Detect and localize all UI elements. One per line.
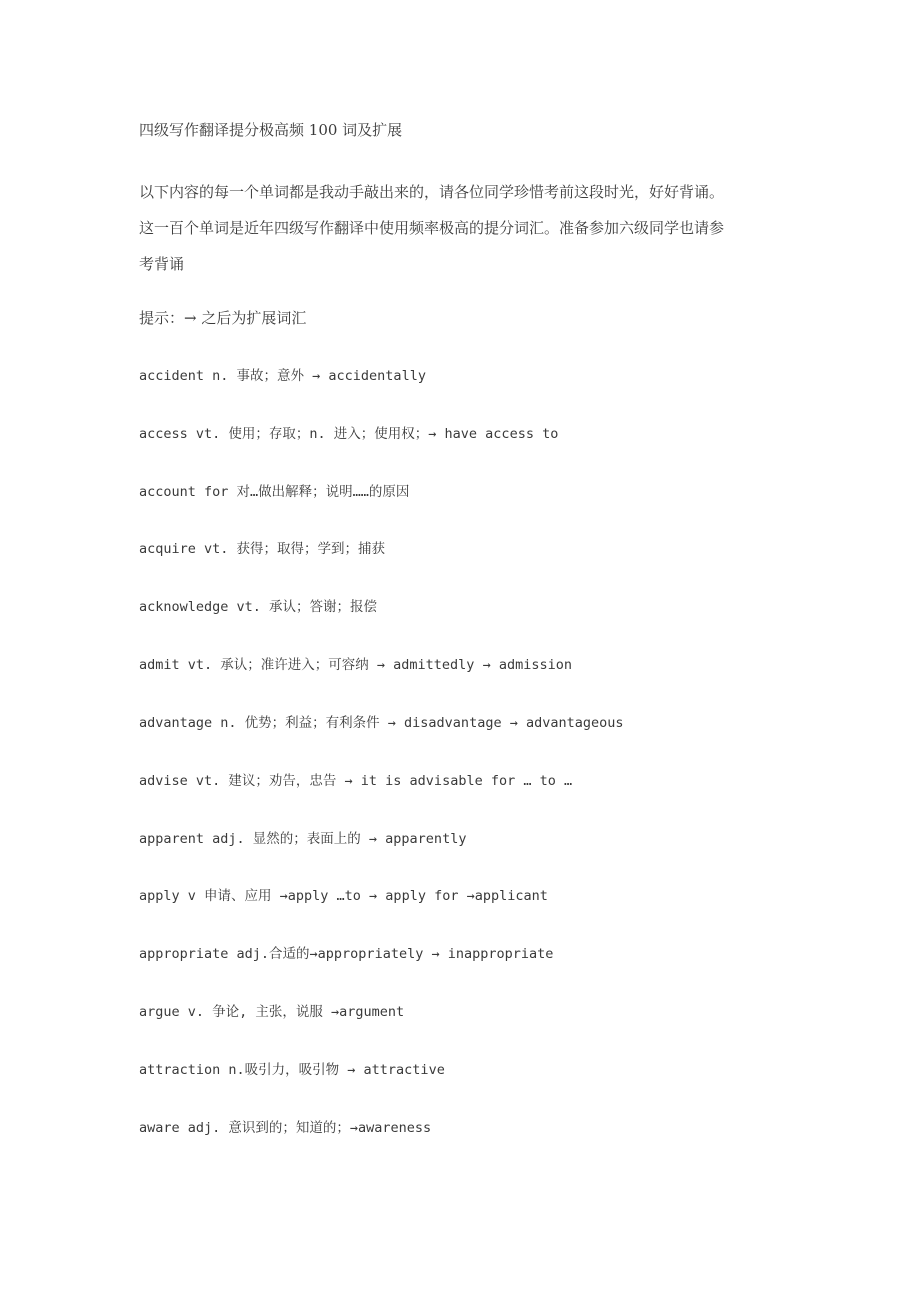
vocab-entry: acknowledge vt. 承认；答谢；报偿	[139, 599, 378, 615]
hint-text: 提示：→ 之后为扩展词汇	[139, 309, 307, 327]
vocab-entry: apply v 申请、应用 →apply …to → apply for →applicant	[139, 888, 548, 904]
vocab-entry: access vt. 使用；存取；n. 进入；使用权；→ have access to	[139, 426, 559, 442]
intro-line: 这一百个单词是近年四级写作翻译中使用频率极高的提分词汇。准备参加六级同学也请参	[139, 219, 725, 237]
intro-line: 考背诵	[139, 255, 185, 273]
intro-line: 以下内容的每一个单词都是我动手敲出来的，请各位同学珍惜考前这段时光，好好背诵。	[139, 183, 725, 201]
vocab-entry: attraction n.吸引力，吸引物 → attractive	[139, 1062, 445, 1078]
document-title: 四级写作翻译提分极高频 100 词及扩展	[139, 121, 403, 139]
vocab-entry: appropriate adj.合适的→appropriately → inappropriate	[139, 946, 554, 962]
vocab-entry: advise vt. 建议；劝告，忠告 → it is advisable for … to …	[139, 773, 573, 789]
vocab-entry: accident n. 事故；意外 → accidentally	[139, 368, 426, 384]
vocab-entry: advantage n. 优势；利益；有利条件 → disadvantage → advantageous	[139, 715, 624, 731]
vocab-entry: apparent adj. 显然的；表面上的 → apparently	[139, 831, 467, 847]
vocab-entry: admit vt. 承认；准许进入；可容纳 → admittedly → admission	[139, 657, 572, 673]
vocab-entry: acquire vt. 获得；取得；学到；捕获	[139, 541, 386, 557]
intro-paragraph	[139, 174, 779, 282]
vocab-entry: argue v. 争论, 主张，说服 →argument	[139, 1004, 405, 1020]
vocab-entry: aware adj. 意识到的；知道的；→awareness	[139, 1120, 432, 1136]
vocab-entry: account for 对…做出解释；说明……的原因	[139, 484, 410, 500]
